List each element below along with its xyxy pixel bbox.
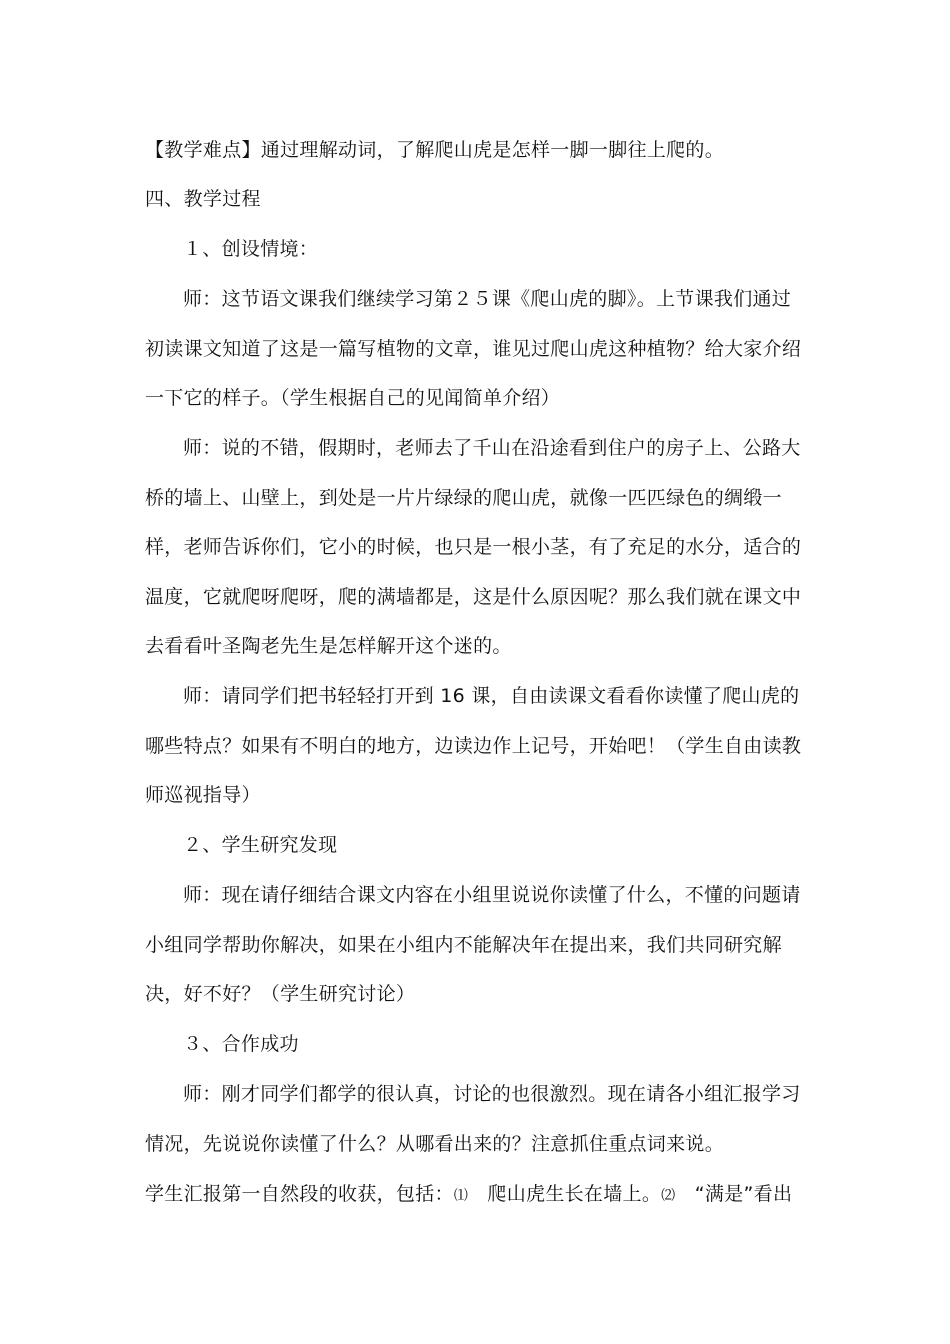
list-marker-2: ⑵ — [661, 1188, 676, 1204]
teacher-paragraph-2: 师：说的不错，假期时，老师去了千山在沿途看到住户的房子上、公路大桥的墙上、山壁上，到处是一片片绿绿的爬山虎，就像一匹匹绿色的绸缎一样，老师告诉你们，它小的时候，也只是一根小茎，有了充足的水分，适合的温度，它就爬呀爬呀，爬的满墙都是，这是什么原因呢？那么我们就在课文中去看看叶圣陶老先生是怎样解开这个迷的。 — [145, 437, 802, 657]
section-heading-teaching-process: 四、教学过程 — [145, 188, 261, 210]
report-prefix: 学生汇报第一自然段的收获，包括： — [145, 1183, 454, 1205]
list-marker-1: ⑴ — [453, 1188, 469, 1204]
teacher-paragraph-4: 师：现在请仔细结合课文内容在小组里说说你读懂了什么，不懂的问题请小组同学帮助你解决，如果在小组内不能解决年在提出来，我们共同研究解决，好不好？（学生研究讨论） — [145, 884, 801, 1005]
teacher-paragraph-5: 师：刚才同学们都学的很认真，讨论的也很激烈。现在请各小组汇报学习情况，先说说你读懂了什么？从哪看出来的？注意抓住重点词来说。 — [145, 1083, 801, 1155]
teacher-paragraph-1: 师：这节语文课我们继续学习第２５课《爬山虎的脚》。上节课我们通过初读课文知道了这是一篇写植物的文章，谁见过爬山虎这种植物？给大家介绍一下它的样子。（学生根据自己的见闻简单介绍） — [145, 288, 802, 409]
report-item-2: “满是”看出 — [675, 1183, 793, 1205]
teacher-paragraph-3: 师：请同学们把书轻轻打开到 16 课，自由读课文看看你读懂了爬山虎的哪些特点？如果有不明白的地方，边读边作上记号，开始吧！（学生自由读教师巡视指导） — [145, 685, 802, 806]
teaching-difficulty-paragraph: 【教学难点】通过理解动词，了解爬山虎是怎样一脚一脚往上爬的。 — [145, 139, 725, 161]
step-heading-2: ２、学生研究发现 — [183, 834, 338, 856]
student-report-line — [145, 1170, 810, 1222]
report-item-1: 爬山虎生长在墙上。 — [468, 1183, 662, 1205]
step-heading-1: １、创设情境： — [183, 238, 319, 260]
step-heading-3: ３、合作成功 — [183, 1033, 299, 1055]
